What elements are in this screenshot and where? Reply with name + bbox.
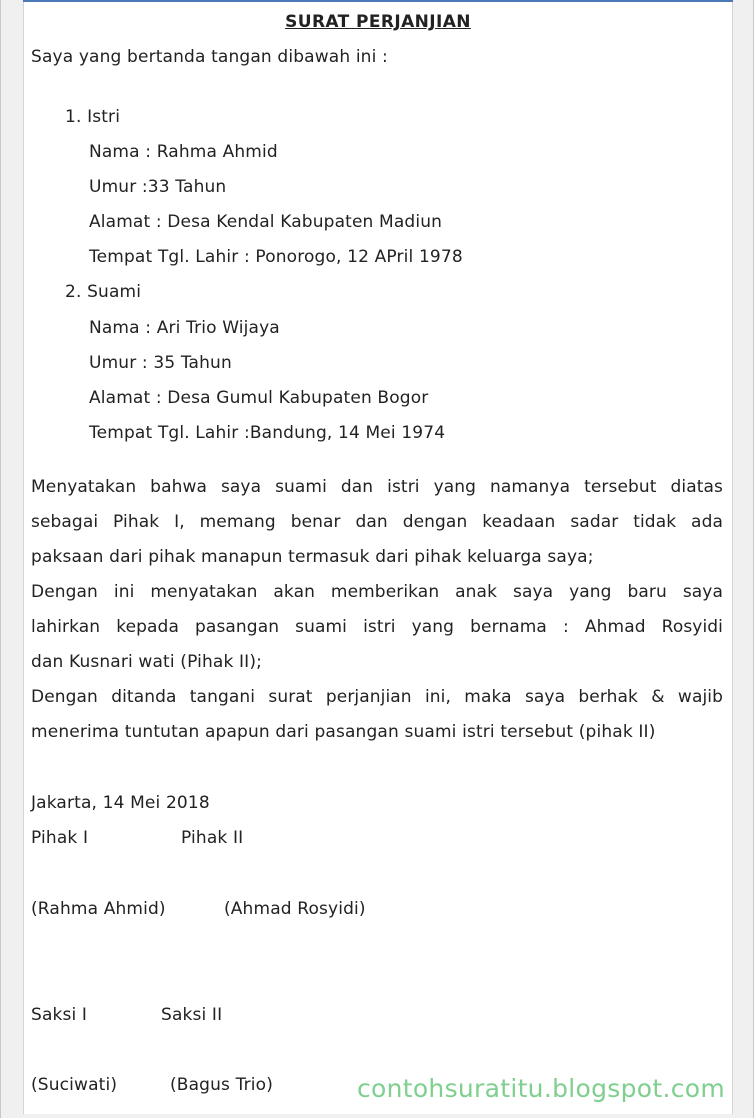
party-2-birth: Tempat Tgl. Lahir :Bandung, 14 Mei 1974 xyxy=(89,423,446,443)
body-line-2: sebagai Pihak I, memang benar dan dengan keadaan sadar tidak ada xyxy=(31,512,723,532)
body-line-7: Dengan ditanda tangani surat perjanjian ini, maka saya berhak & wajib xyxy=(31,687,723,707)
saksi-2-label: Saksi II xyxy=(161,1005,223,1025)
watermark-text: contohsuratitu.blogspot.com xyxy=(356,1074,725,1103)
party-2-name: Nama : Ari Trio Wijaya xyxy=(89,318,280,338)
party-1-name: Nama : Rahma Ahmid xyxy=(89,142,278,162)
pihak-2-label: Pihak II xyxy=(181,828,244,848)
party-1-age: Umur :33 Tahun xyxy=(89,177,227,197)
body-line-4: Dengan ini menyatakan akan memberikan anak saya yang baru saya xyxy=(31,582,723,602)
place-date: Jakarta, 14 Mei 2018 xyxy=(31,793,210,813)
body-line-6: dan Kusnari wati (Pihak II); xyxy=(31,652,263,672)
party-1-birth: Tempat Tgl. Lahir : Ponorogo, 12 APril 1978 xyxy=(89,247,463,267)
saksi-1-label: Saksi I xyxy=(31,1005,88,1025)
body-line-3: paksaan dari pihak manapun termasuk dari pihak keluarga saya; xyxy=(31,547,594,567)
top-border-line xyxy=(23,0,733,2)
pihak-2-name: (Ahmad Rosyidi) xyxy=(224,899,366,919)
party-2-heading: 2. Suami xyxy=(65,282,142,302)
body-line-1: Menyatakan bahwa saya suami dan istri yang namanya tersebut diatas xyxy=(31,477,723,497)
saksi-2-name: (Bagus Trio) xyxy=(170,1075,273,1095)
pihak-1-name: (Rahma Ahmid) xyxy=(31,899,166,919)
intro-text: Saya yang bertanda tangan dibawah ini : xyxy=(31,47,388,67)
party-2-address: Alamat : Desa Gumul Kabupaten Bogor xyxy=(89,388,429,408)
pihak-1-label: Pihak I xyxy=(31,828,89,848)
body-line-8: menerima tuntutan apapun dari pasangan suami istri tersebut (pihak II) xyxy=(31,722,656,742)
party-1-address: Alamat : Desa Kendal Kabupaten Madiun xyxy=(89,212,443,232)
saksi-1-name: (Suciwati) xyxy=(31,1075,118,1095)
party-1-heading: 1. Istri xyxy=(65,107,121,127)
party-2-age: Umur : 35 Tahun xyxy=(89,353,232,373)
body-line-5: lahirkan kepada pasangan suami istri yang bernama : Ahmad Rosyidi xyxy=(31,617,723,637)
document-title: SURAT PERJANJIAN xyxy=(285,12,471,32)
